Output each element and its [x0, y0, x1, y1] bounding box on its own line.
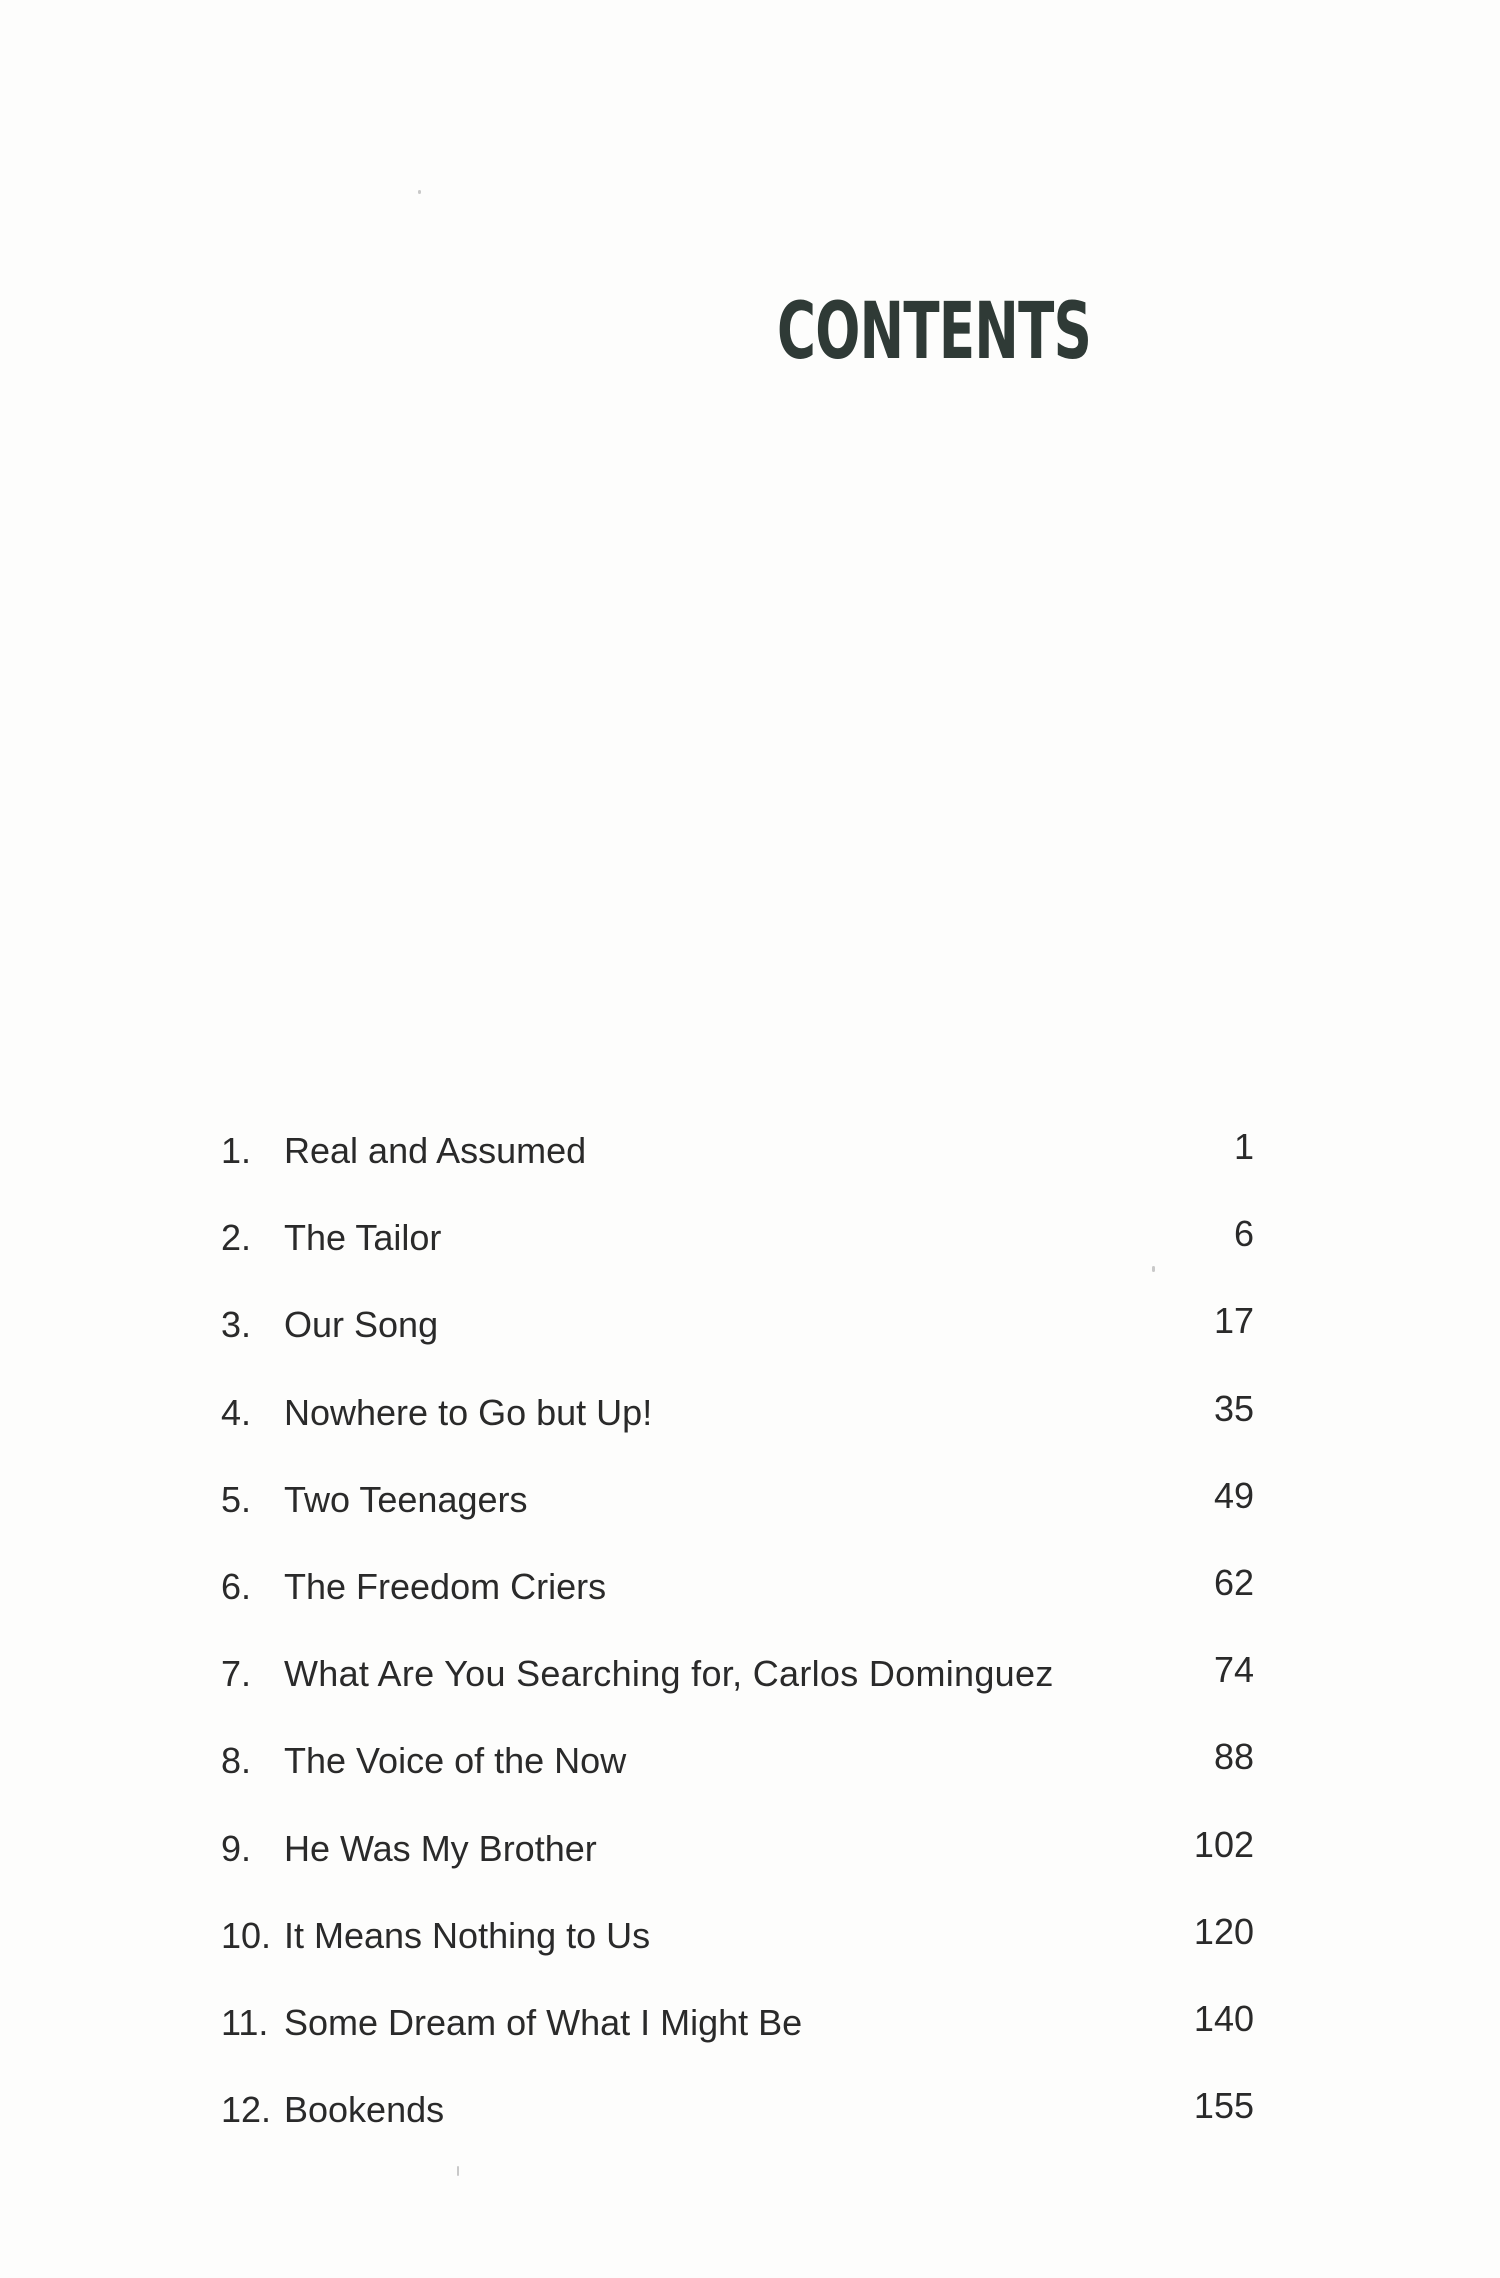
toc-entry — [0, 1378, 1500, 1465]
chapter-title: Our Song — [284, 1304, 439, 1346]
page-number: 120 — [1193, 1910, 1254, 1952]
scan-speck — [457, 2166, 459, 2176]
chapter-number: 10. — [221, 1914, 272, 1956]
chapter-number: 8. — [221, 1740, 252, 1782]
chapter-number: 4. — [221, 1391, 252, 1433]
toc-entry — [0, 1552, 1500, 1639]
scan-speck — [1152, 1266, 1155, 1272]
toc-entry — [0, 1814, 1500, 1901]
toc-entry — [0, 1988, 1500, 2075]
toc-entry — [0, 1726, 1500, 1813]
chapter-title: Nowhere to Go but Up! — [284, 1391, 653, 1433]
chapter-number: 9. — [221, 1827, 252, 1869]
scan-speck — [418, 190, 421, 194]
page-number: 6 — [1233, 1213, 1254, 1255]
chapter-title: Bookends — [284, 2089, 445, 2131]
page-number: 140 — [1193, 1997, 1254, 2039]
page-title: CONTENTS — [777, 287, 1092, 377]
page-number: 62 — [1213, 1561, 1254, 1603]
chapter-title: The Freedom Criers — [284, 1565, 607, 1607]
chapter-number: 6. — [221, 1565, 252, 1607]
page-number: 155 — [1193, 2085, 1254, 2127]
page-number: 35 — [1213, 1387, 1254, 1429]
toc-entry — [0, 1465, 1500, 1552]
page-number: 102 — [1193, 1823, 1254, 1865]
toc-entry — [0, 1639, 1500, 1726]
page-number: 1 — [1233, 1126, 1254, 1167]
toc-entry — [0, 1203, 1500, 1290]
chapter-title: Real and Assumed — [284, 1130, 587, 1171]
page-number: 49 — [1213, 1474, 1254, 1516]
chapter-number: 12. — [221, 2089, 272, 2131]
chapter-title: It Means Nothing to Us — [284, 1914, 651, 1956]
page-number: 88 — [1213, 1736, 1254, 1778]
chapter-number: 5. — [221, 1478, 252, 1520]
chapter-title: Some Dream of What I Might Be — [284, 2001, 803, 2043]
chapter-number: 2. — [221, 1217, 252, 1259]
table-of-contents — [0, 1116, 1500, 2162]
toc-entry — [0, 1116, 1500, 1203]
page-number: 74 — [1213, 1649, 1254, 1691]
toc-entry — [0, 1901, 1500, 1988]
chapter-title: The Tailor — [284, 1217, 442, 1259]
page-number: 17 — [1213, 1300, 1254, 1342]
toc-entry — [0, 1290, 1500, 1377]
chapter-title: Two Teenagers — [284, 1478, 528, 1520]
chapter-number: 3. — [221, 1304, 252, 1346]
chapter-number: 1. — [221, 1130, 252, 1171]
chapter-number: 7. — [221, 1653, 252, 1695]
chapter-title: He Was My Brother — [284, 1827, 597, 1869]
chapter-title: The Voice of the Now — [284, 1740, 627, 1782]
toc-entry — [0, 2075, 1500, 2162]
chapter-number: 11. — [221, 2001, 269, 2043]
chapter-title: What Are You Searching for, Carlos Dominguez — [284, 1653, 1054, 1695]
